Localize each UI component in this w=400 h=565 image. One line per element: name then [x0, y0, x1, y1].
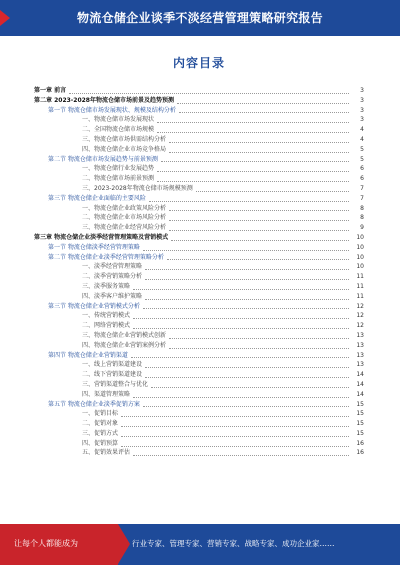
toc-page-number: 12	[356, 322, 364, 330]
toc-leader-dots	[169, 343, 349, 349]
toc-page-number: 8	[360, 204, 364, 212]
toc-leader-dots	[169, 205, 349, 211]
toc-entry[interactable]	[34, 86, 364, 96]
toc-entry-text: 二、线下营销渠道建设	[82, 371, 143, 379]
toc-entry[interactable]	[34, 341, 364, 351]
toc-entry-text: 第二章 2023-2028年物流仓储市场前景及趋势预测	[34, 96, 174, 104]
toc-page-number: 15	[356, 410, 364, 418]
toc-entry-text: 第一节 物流仓储市场发展现状、规模及结构分析	[48, 106, 176, 114]
report-header	[0, 0, 400, 36]
toc-leader-dots	[131, 352, 349, 358]
toc-leader-dots	[177, 98, 349, 104]
toc-page-number: 14	[356, 390, 364, 398]
footer-slogan-right: 行业专家、管理专家、营销专家、战略专家、成功企业家……	[132, 539, 335, 548]
toc-entry-text: 二、网络营销模式	[82, 322, 131, 330]
toc-entry-text: 二、物流仓储市场前景预测	[82, 175, 155, 183]
toc-entry[interactable]	[34, 135, 364, 145]
toc-entry[interactable]	[34, 145, 364, 155]
toc-entry[interactable]	[34, 370, 364, 380]
toc-leader-dots	[179, 107, 349, 113]
toc-title: 内容目录	[172, 56, 225, 70]
toc-page-number: 3	[360, 106, 364, 114]
toc-page-number: 3	[360, 116, 364, 124]
toc-page-number: 7	[360, 194, 364, 202]
toc-entry[interactable]	[34, 400, 364, 410]
toc-page-number: 10	[356, 263, 364, 271]
toc-page-number: 15	[356, 429, 364, 437]
toc-page-number: 8	[360, 214, 364, 222]
toc-entry[interactable]	[34, 194, 364, 204]
toc-page-number: 13	[356, 331, 364, 339]
toc-entry[interactable]	[34, 233, 364, 243]
toc-leader-dots	[121, 431, 349, 437]
toc-page-number: 16	[356, 439, 364, 447]
toc-page	[34, 44, 364, 516]
toc-leader-dots	[133, 323, 349, 329]
toc-entry-text: 三、物流仓储市场供需结构分析	[82, 135, 167, 143]
toc-entry[interactable]	[34, 439, 364, 449]
report-footer	[0, 524, 400, 565]
toc-leader-dots	[169, 215, 349, 221]
toc-entry-text: 第二节 物流仓储企业淡季经营管理策略分析	[48, 253, 164, 261]
toc-leader-dots	[161, 156, 349, 162]
toc-leader-dots	[196, 186, 349, 192]
toc-entry-text: 第二节 物流仓储市场发展趋势与前景预测	[48, 155, 158, 163]
toc-entry-text: 二、全国物流仓储市场规模	[82, 126, 155, 134]
toc-page-number: 5	[360, 145, 364, 153]
toc-leader-dots	[157, 166, 349, 172]
toc-entry[interactable]	[34, 213, 364, 223]
toc-entry[interactable]	[34, 204, 364, 214]
toc-entry-text: 三、2023-2028年物流仓储市场规模预测	[82, 184, 193, 192]
toc-entry-text: 第四节 物流仓储企业营销渠道	[48, 351, 128, 359]
toc-entry[interactable]	[34, 321, 364, 331]
toc-entry-text: 一、传统营销模式	[82, 312, 131, 320]
toc-entry-text: 第三章 物流仓储企业淡季经营管理策略及营销模式	[34, 233, 169, 241]
toc-entry[interactable]	[34, 380, 364, 390]
toc-entry[interactable]	[34, 292, 364, 302]
toc-entry-text: 一、物流仓储行业发展趋势	[82, 165, 155, 173]
toc-entry-text: 三、物流仓储企业营销模式创新	[82, 331, 167, 339]
toc-leader-dots	[151, 382, 349, 388]
toc-page-number: 16	[356, 449, 364, 457]
toc-leader-dots	[167, 254, 349, 260]
toc-entry-text: 二、物流仓储企业市场风险分析	[82, 214, 167, 222]
toc-leader-dots	[133, 450, 349, 456]
toc-page-number: 4	[360, 126, 364, 134]
toc-entry-text: 第五节 物流仓储企业淡季促销方案	[48, 400, 140, 408]
toc-entry-text: 第三节 物流仓储企业面临的主要风险	[48, 194, 146, 202]
toc-page-number: 11	[356, 273, 364, 281]
toc-entry[interactable]	[34, 311, 364, 321]
toc-leader-dots	[157, 117, 349, 123]
toc-page-number: 13	[356, 351, 364, 359]
toc-leader-dots	[169, 225, 349, 231]
toc-entry-text: 三、物流仓储企业经营风险分析	[82, 224, 167, 232]
toc-entry-text: 一、物流仓储市场发展现状	[82, 116, 155, 124]
toc-entry-text: 四、物流仓储企业市场竞争格局	[82, 145, 167, 153]
toc-page-number: 12	[356, 302, 364, 310]
toc-entry[interactable]	[34, 155, 364, 165]
toc-entry[interactable]	[34, 223, 364, 233]
toc-page-number: 3	[360, 96, 364, 104]
toc-list	[34, 86, 364, 458]
toc-leader-dots	[169, 333, 349, 339]
toc-entry[interactable]	[34, 253, 364, 263]
toc-leader-dots	[145, 274, 349, 280]
toc-entry-text: 第三节 物流仓储企业营销模式分析	[48, 302, 140, 310]
toc-entry-text: 一、淡季经营管理策略	[82, 263, 143, 271]
toc-leader-dots	[133, 284, 349, 290]
toc-leader-dots	[133, 313, 349, 319]
toc-leader-dots	[143, 303, 349, 309]
toc-leader-dots	[157, 176, 349, 182]
toc-entry-text: 三、营销渠道整合与优化	[82, 380, 149, 388]
toc-leader-dots	[169, 147, 349, 153]
toc-entry-text: 三、淡季服务策略	[82, 282, 131, 290]
toc-page-number: 13	[356, 361, 364, 369]
toc-leader-dots	[169, 137, 349, 143]
toc-entry[interactable]	[34, 262, 364, 272]
toc-entry-text: 四、淡季客户维护策略	[82, 292, 143, 300]
toc-entry[interactable]	[34, 419, 364, 429]
toc-entry-text: 五、促销效果评估	[82, 449, 131, 457]
toc-page-number: 12	[356, 312, 364, 320]
toc-entry[interactable]	[34, 390, 364, 400]
toc-page-number: 10	[356, 243, 364, 251]
toc-entry[interactable]	[34, 184, 364, 194]
toc-page-number: 4	[360, 135, 364, 143]
toc-page-number: 15	[356, 400, 364, 408]
toc-leader-dots	[157, 127, 349, 133]
toc-leader-dots	[145, 264, 349, 270]
toc-page-number: 9	[360, 224, 364, 232]
toc-entry[interactable]	[34, 429, 364, 439]
toc-entry[interactable]	[34, 164, 364, 174]
toc-entry-text: 二、淡季营销策略分析	[82, 273, 143, 281]
toc-entry-text: 二、促销对象	[82, 420, 119, 428]
toc-entry-text: 一、物流仓储企业政策风险分析	[82, 204, 167, 212]
toc-entry-text: 第一节 物流仓储淡季经营管理策略	[48, 243, 140, 251]
toc-entry[interactable]	[34, 96, 364, 106]
toc-page-number: 11	[356, 282, 364, 290]
toc-leader-dots	[145, 294, 349, 300]
toc-entry[interactable]	[34, 106, 364, 116]
toc-leader-dots	[143, 245, 349, 251]
toc-page-number: 15	[356, 420, 364, 428]
toc-page-number: 6	[360, 165, 364, 173]
toc-page-number: 14	[356, 371, 364, 379]
toc-page-number: 10	[356, 253, 364, 261]
toc-page-number: 6	[360, 175, 364, 183]
footer-slogan-left: 让每个人都能成为	[14, 539, 78, 548]
toc-entry[interactable]	[34, 174, 364, 184]
toc-entry[interactable]	[34, 302, 364, 312]
toc-leader-dots	[145, 372, 349, 378]
toc-entry-text: 一、线上营销渠道建设	[82, 361, 143, 369]
toc-leader-dots	[149, 196, 349, 202]
toc-entry[interactable]	[34, 272, 364, 282]
toc-entry[interactable]	[34, 331, 364, 341]
footer-chevron	[118, 524, 130, 564]
toc-entry[interactable]	[34, 243, 364, 253]
toc-entry[interactable]	[34, 282, 364, 292]
toc-entry-text: 四、促销预算	[82, 439, 119, 447]
toc-leader-dots	[69, 88, 349, 94]
toc-page-number: 7	[360, 184, 364, 192]
toc-leader-dots	[143, 401, 349, 407]
toc-entry[interactable]	[34, 125, 364, 135]
toc-entry[interactable]	[34, 115, 364, 125]
toc-entry[interactable]	[34, 409, 364, 419]
toc-leader-dots	[121, 441, 349, 447]
toc-leader-dots	[121, 421, 349, 427]
toc-entry-text: 第一章 前言	[34, 87, 67, 94]
toc-entry[interactable]	[34, 360, 364, 370]
toc-page-number: 10	[356, 233, 364, 241]
toc-page-number: 11	[356, 292, 364, 300]
toc-page-number: 5	[360, 155, 364, 163]
toc-entry-text: 三、促销方式	[82, 429, 119, 437]
toc-leader-dots	[121, 411, 349, 417]
toc-entry-text: 四、渠道管理策略	[82, 390, 131, 398]
report-title: 物流仓储企业谈季不淡经营管理策略研究报告	[76, 11, 323, 25]
toc-entry-text: 一、促销目标	[82, 410, 119, 418]
toc-leader-dots	[171, 235, 349, 241]
toc-page-number: 13	[356, 341, 364, 349]
toc-entry[interactable]	[34, 448, 364, 458]
toc-leader-dots	[133, 392, 349, 398]
toc-entry[interactable]	[34, 351, 364, 361]
toc-page-number: 14	[356, 380, 364, 388]
toc-entry-text: 四、物流仓储企业营销案例分析	[82, 341, 167, 349]
toc-page-number: 3	[360, 87, 364, 94]
toc-leader-dots	[145, 362, 349, 368]
